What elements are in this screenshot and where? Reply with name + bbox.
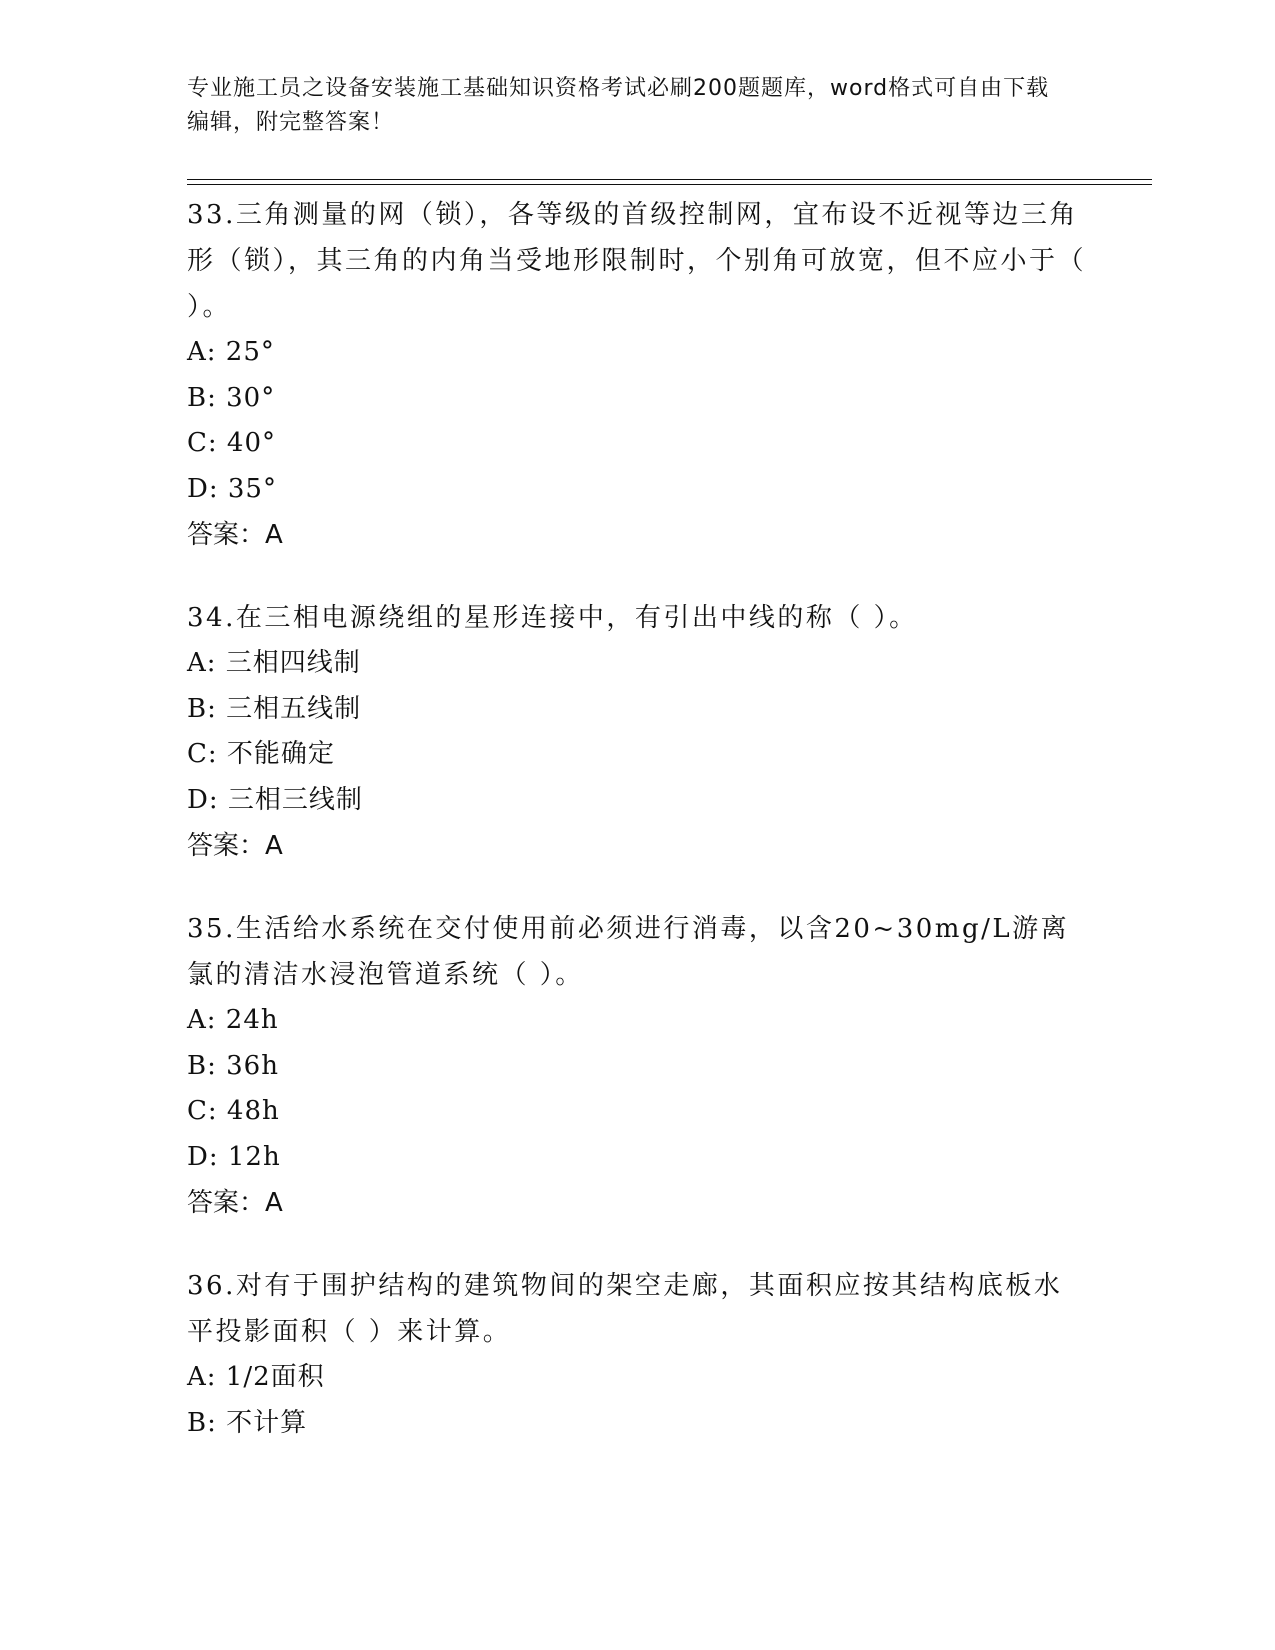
question-list xyxy=(187,192,1087,1483)
question-stem: 35.生活给水系统在交付使用前必须进行消毒，以含20~30mg/L游离氯的清洁水浸泡管道系统（ ）。 xyxy=(187,914,1070,990)
option-b: B: 30° xyxy=(187,382,276,413)
question-stem: 33.三角测量的网（锁），各等级的首级控制网，宜布设不近视等边三角形（锁），其三角的内角当受地形限制时，个别角可放宽，但不应小于（ ）。 xyxy=(187,200,1087,322)
question-34 xyxy=(187,595,1087,869)
option-c: C: 40° xyxy=(187,428,277,458)
header-divider-bottom xyxy=(187,184,1152,185)
option-b: B: 不计算 xyxy=(187,1407,308,1438)
option-d: D: 三相三线制 xyxy=(187,784,363,815)
option-c: C: 不能确定 xyxy=(187,739,335,769)
option-a: A: 24h xyxy=(187,1005,279,1035)
header-divider-top xyxy=(187,179,1152,180)
question-33 xyxy=(187,192,1087,558)
answer-line: 答案：A xyxy=(187,520,283,550)
option-b: B: 三相五线制 xyxy=(187,693,362,724)
question-35 xyxy=(187,906,1087,1226)
option-b: B: 36h xyxy=(187,1050,279,1081)
option-a: A: 1/2面积 xyxy=(187,1362,325,1392)
question-stem: 36.对有于围护结构的建筑物间的架空走廊，其面积应按其结构底板水平投影面积（ ）来计算。 xyxy=(187,1271,1063,1347)
document-intro: 专业施工员之设备安装施工基础知识资格考试必刷200题题库，word格式可自由下载编辑，附完整答案！ xyxy=(187,76,1050,135)
option-a: A: 三相四线制 xyxy=(187,648,361,678)
question-stem: 34.在三相电源绕组的星形连接中，有引出中线的称（ ）。 xyxy=(187,603,918,633)
option-c: C: 48h xyxy=(187,1096,280,1126)
option-d: D: 12h xyxy=(187,1141,281,1172)
option-d: D: 35° xyxy=(187,473,277,504)
question-36 xyxy=(187,1263,1087,1446)
answer-line: 答案：A xyxy=(187,1188,283,1218)
answer-line: 答案：A xyxy=(187,831,283,861)
option-a: A: 25° xyxy=(187,337,275,367)
